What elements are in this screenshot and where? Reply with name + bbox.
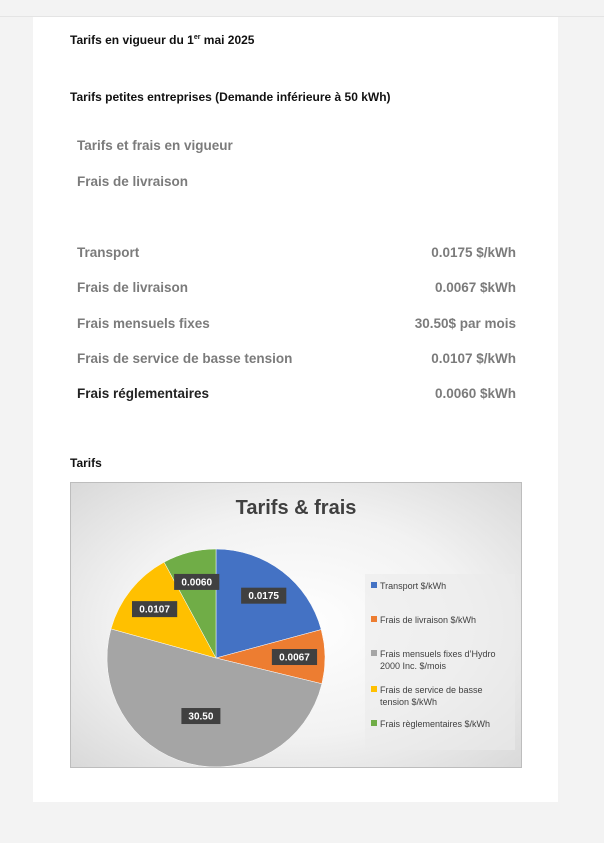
subheading-rates: Tarifs et frais en vigueur <box>77 138 233 153</box>
legend-label: Frais de livraison $/kWh <box>380 615 477 625</box>
section-title: Tarifs petites entreprises (Demande inférieure à 50 kWh) <box>70 90 391 104</box>
pie-chart <box>70 482 522 768</box>
row-value-transport: 0.0175 $/kWh <box>431 245 516 260</box>
data-label <box>181 708 220 724</box>
chart-legend <box>365 574 515 750</box>
chart-section-title: Tarifs <box>70 456 102 470</box>
row-label-monthly-fixed: Frais mensuels fixes <box>77 316 210 331</box>
legend-item <box>371 648 513 672</box>
data-label <box>174 574 219 590</box>
legend-item <box>371 580 513 592</box>
legend-swatch <box>371 686 377 692</box>
document-page <box>33 17 558 802</box>
subheading-delivery: Frais de livraison <box>77 174 189 189</box>
row-label-low-voltage: Frais de service de basse tension <box>77 351 293 366</box>
row-value-low-voltage: 0.0107 $/kWh <box>431 351 516 366</box>
legend-label: Frais de service de basse tension $/kWh <box>380 685 483 707</box>
chart-title: Tarifs & frais <box>235 497 357 519</box>
data-label-text: 0.0060 <box>181 577 213 589</box>
title-suffix: mai 2025 <box>200 33 255 47</box>
title-superscript: er <box>193 34 201 41</box>
data-label-text: 0.0067 <box>279 652 310 664</box>
data-label <box>272 649 317 665</box>
title-prefix: Tarifs en vigueur du 1 <box>70 33 194 47</box>
data-label-text: 0.0175 <box>248 591 280 603</box>
row-label-regulatory: Frais réglementaires <box>77 386 210 401</box>
row-value-regulatory: 0.0060 $kWh <box>434 386 516 401</box>
row-value-delivery: 0.0067 $kWh <box>434 280 516 295</box>
data-label-text: 30.50 <box>188 711 214 723</box>
document-title <box>70 33 254 47</box>
data-label <box>132 601 177 617</box>
data-label <box>241 588 286 604</box>
legend-label: Transport $/kWh <box>380 581 447 591</box>
legend-swatch <box>371 650 377 656</box>
legend-label: Frais mensuels fixes d’Hydro 2000 Inc. $/mois <box>380 649 496 671</box>
legend-item <box>371 684 513 708</box>
legend-item <box>371 614 513 626</box>
legend-item <box>371 718 513 730</box>
row-value-monthly-fixed: 30.50$ par mois <box>414 316 516 331</box>
legend-label: Frais règlementaires $/kWh <box>380 719 491 729</box>
row-label-transport: Transport <box>77 245 140 260</box>
legend-swatch <box>371 720 377 726</box>
row-label-delivery: Frais de livraison <box>77 280 189 295</box>
legend-swatch <box>371 582 377 588</box>
data-label-text: 0.0107 <box>139 604 170 616</box>
legend-swatch <box>371 616 377 622</box>
